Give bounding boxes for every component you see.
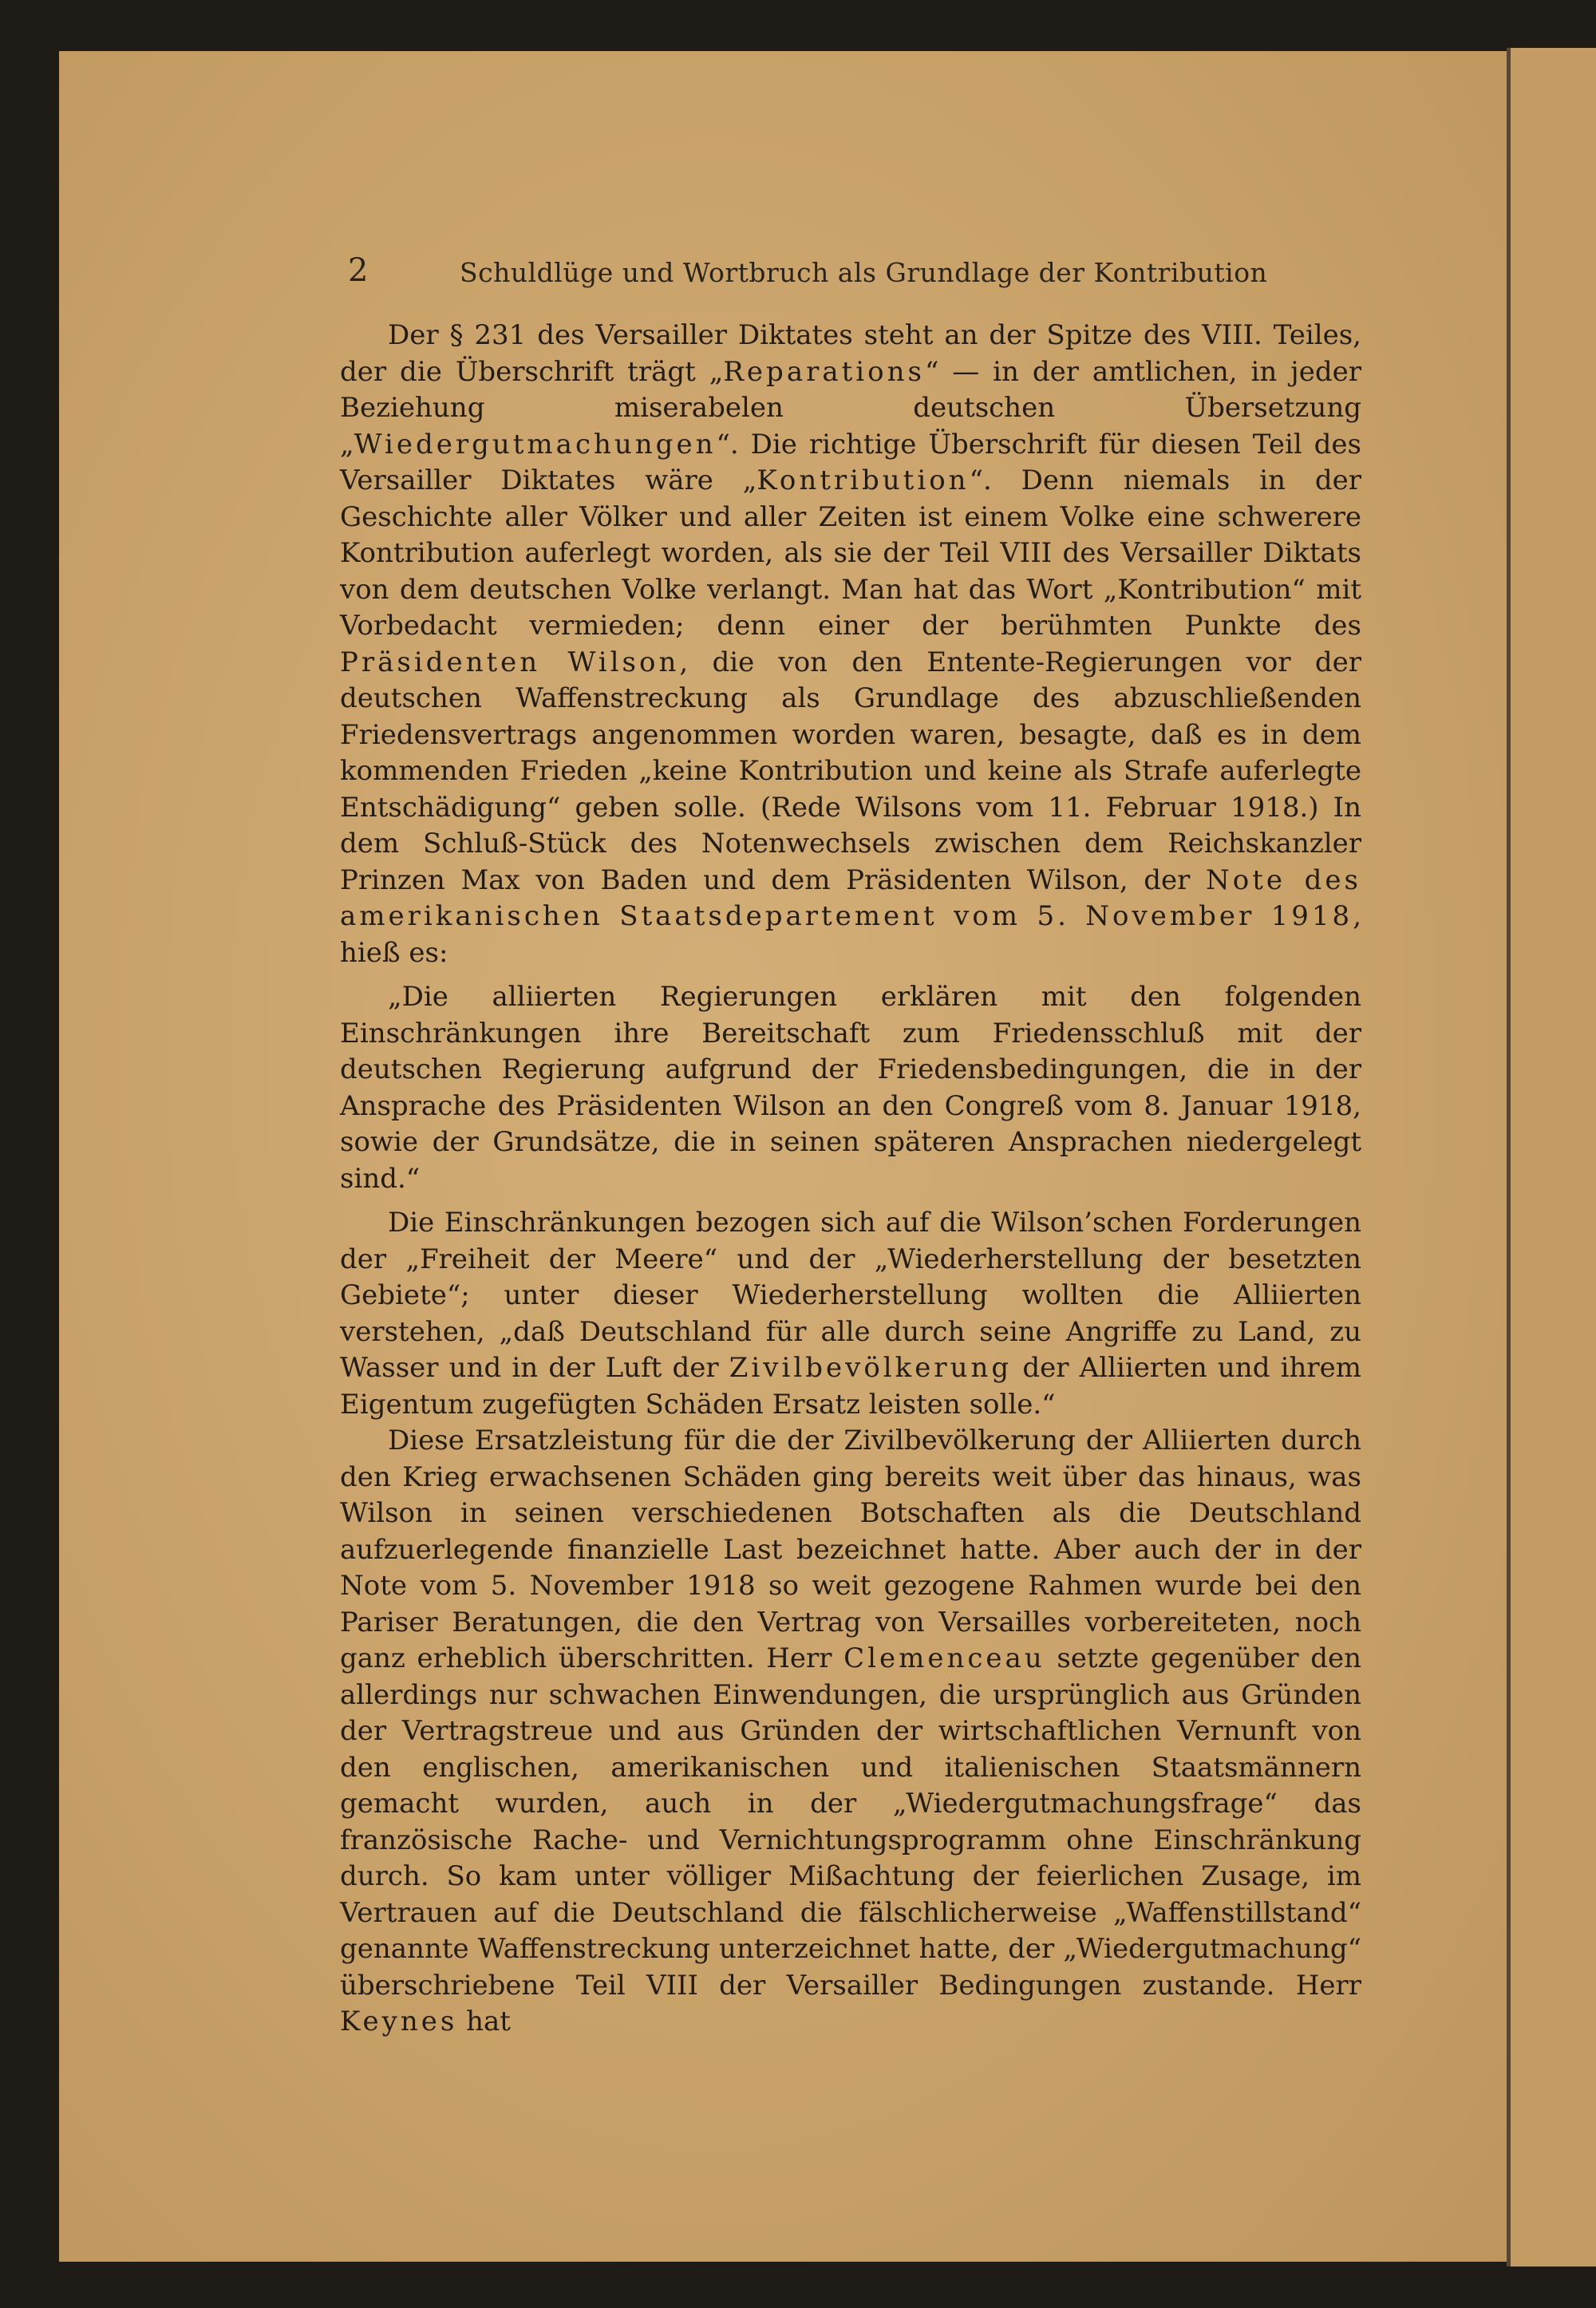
emphasized-text: Wiedergutmachungen — [354, 428, 717, 460]
text-segment: hat — [457, 2006, 511, 2037]
page-number: 2 — [348, 252, 369, 289]
paragraph-p2 — [340, 979, 1361, 1197]
text-segment: setzte gegenüber den allerdings nur schwachen Einwendungen, die ursprünglich aus Gründen der Vertragstreue und aus Gründen der wirtschaftlichen Vernunft von den englischen, amerikanischen und italienischen Staatsmännern gemacht wurden, auch in der „Wiedergutmachungsfrage“ das französische Rache- und Vernichtungsprogramm ohne Einschränkung durch. So kam unter völliger Mißachtung der feierlichen Zusage, im Vertrauen auf die Deutschland die fälschlicherweise „Waffenstillstand“ genannte Waffenstreckung unterzeichnet hatte, der „Wiedergutmachung“ überschriebene Teil VIII der Versailler Bedingungen zustande. Herr — [340, 1642, 1361, 2002]
emphasized-text: Kontribution — [757, 464, 970, 496]
text-segment: Die Einschränkungen bezogen sich auf die Wilson’schen Forderungen der „Freiheit der Meere“ und der „Wiederherstellung der besetzten Gebiete“; unter dieser Wiederherstellung wollten die Alliierten verstehen, „daß Deutschland für alle durch seine Angriffe zu Land, zu Wasser und in der Luft der — [340, 1207, 1361, 1384]
text-segment: , die von den Entente-Regierungen vor der deutschen Waffenstreckung als Grundlage des abzuschließenden Friedensvertrags angenommen worden waren, besagte, daß es in dem kommenden Frieden „keine Kontribution und keine als Strafe auferlegte Entschädigung“ geben solle. (Rede Wilsons vom 11. Februar 1918.) In dem Schluß-Stück des Notenwechsels zwischen dem Reichskanzler Prinzen Max von Baden und dem Präsidenten Wilson, der — [340, 646, 1361, 896]
text-segment: , hieß es: — [340, 900, 1361, 969]
text-segment: „Die alliierten Regierungen erklären mit den folgenden Einschränkungen ihre Bereitschaft zum Friedensschluß mit der deutschen Regierung aufgrund der Friedensbedingungen, die in der Ansprache des Präsidenten Wilson an den Congreß vom 8. Januar 1918, sowie der Grundsätze, die in seinen späteren Ansprachen niedergelegt sind.“ — [340, 981, 1361, 1195]
running-title: Schuldlüge und Wortbruch als Grundlage der Kontribution — [460, 257, 1268, 288]
emphasized-text: Reparations — [723, 355, 925, 388]
paragraph-p3 — [340, 1205, 1361, 1423]
adjacent-page-edge — [1507, 48, 1596, 2267]
body-text — [340, 318, 1361, 2041]
paragraph-p4 — [340, 1423, 1361, 2041]
emphasized-text: Zivilbevölkerung — [729, 1352, 1013, 1384]
text-segment: Der § 231 des Versailler Diktates steht an der Spitze des VIII. Teiles, der die Überschrift trägt „ — [340, 319, 1361, 388]
text-segment: “. Die richtige Überschrift für diesen Teil des Versailler Diktates wäre „ — [340, 428, 1361, 496]
text-segment: der Alliierten und ihrem Eigentum zugefügten Schäden Ersatz leisten solle.“ — [340, 1352, 1361, 1421]
emphasized-text: Note des amerikanischen Staatsdepartement vom 5. November 1918 — [340, 864, 1361, 932]
text-segment: “ — in der amtlichen, in jeder Beziehung miserabelen deutschen Übersetzung „ — [340, 355, 1361, 460]
emphasized-text: Clemenceau — [843, 1642, 1045, 1674]
paragraph-p1 — [340, 318, 1361, 971]
text-segment: “. Denn niemals in der Geschichte aller Völker und aller Zeiten ist einem Volke eine schwerere Kontribution auferlegt worden, als sie der Teil VIII des Versailler Diktats von dem deutschen Volke verlangt. Man hat das Wort „Kontribution“ mit Vorbedacht vermieden; denn einer der berühmten Punkte des — [340, 464, 1361, 642]
page-header — [348, 252, 1268, 297]
text-segment: Diese Ersatzleistung für die der Zivilbevölkerung der Alliierten durch den Krieg erwachsenen Schäden ging bereits weit über das hinaus, was Wilson in seinen verschiedenen Botschaften als die Deutschland aufzuerlegende finanzielle Last bezeichnet hatte. Aber auch der in der Note vom 5. November 1918 so weit gezogene Rahmen wurde bei den Pariser Beratungen, die den Vertrag von Versailles vorbereiteten, noch ganz erheblich überschritten. Herr — [340, 1425, 1361, 1674]
emphasized-text: Keynes — [340, 2006, 458, 2037]
emphasized-text: Präsidenten Wilson — [340, 646, 680, 678]
